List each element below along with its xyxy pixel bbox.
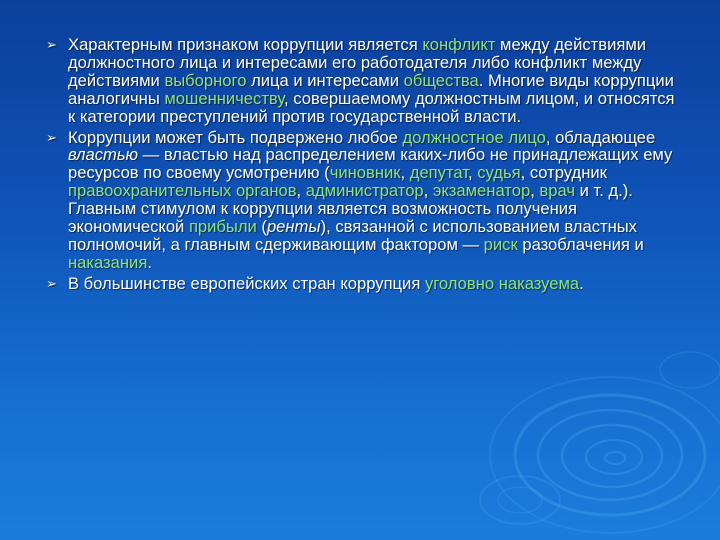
body-text: , (468, 163, 478, 183)
term-link[interactable]: конфликт (422, 35, 496, 54)
body-text: , (530, 181, 540, 201)
body-text: лица и интересами (246, 70, 404, 90)
term-link[interactable]: депутат (409, 163, 468, 183)
body-text: — властью над распределением каких-либо не принадлежащих ему ресурсов по своему усмотрению ( (68, 145, 673, 183)
body-text: , сотрудник (520, 163, 607, 183)
body-text: ( (256, 217, 267, 237)
body-text: и т. д.). Главным стимулом к коррупции является возможность получения экономической (68, 181, 633, 237)
term-link[interactable]: мошенничеству (164, 88, 285, 108)
term-link[interactable]: администратор (305, 181, 424, 201)
body-text: ), связанной с использованием властных полномочий, а главным сдерживающим фактором — (68, 217, 637, 254)
arrowhead-bullet-icon: ➢ (46, 37, 57, 52)
body-text: В большинстве европейских стран коррупция (68, 273, 425, 293)
body-text: . (579, 273, 584, 293)
term-link[interactable]: врач (539, 181, 575, 201)
bullet-item (46, 36, 686, 126)
arrowhead-bullet-icon: ➢ (46, 129, 57, 145)
body-text: . Многие виды коррупции аналогичны (68, 70, 674, 108)
term-link[interactable]: прибыли (188, 217, 257, 237)
term-link[interactable]: общества (403, 70, 479, 90)
emphasized-text: ренты (266, 217, 321, 237)
term-link[interactable]: чиновник (329, 163, 401, 183)
slide-bullet-list (46, 36, 686, 296)
body-text: разоблачения и (517, 234, 644, 254)
bullet-item (46, 275, 686, 293)
term-link[interactable]: судья (477, 163, 521, 183)
term-link[interactable]: должностное лицо (402, 127, 546, 147)
body-text: , совершаемому должностным лицом, и относятся к категории преступлений против государственной власти. (68, 88, 675, 126)
emphasized-text: властью (68, 145, 139, 165)
term-link[interactable]: риск (483, 234, 518, 254)
body-text: , обладающее (545, 127, 656, 147)
body-text: Характерным признаком коррупции является (68, 35, 423, 54)
body-text: , (296, 181, 306, 201)
term-link[interactable]: правоохранительных органов (68, 181, 297, 201)
body-text: . (147, 252, 152, 272)
arrowhead-bullet-icon: ➢ (46, 275, 57, 291)
bullet-item (46, 129, 686, 272)
body-text: между действиями должностного лица и интересами его работодателя либо конфликт между действиями (68, 35, 647, 90)
body-text: , (423, 181, 433, 201)
term-link[interactable]: экзаменатор (432, 181, 531, 201)
term-link[interactable]: уголовно наказуема (424, 273, 580, 293)
body-text: Коррупции может быть подвержено любое (68, 127, 403, 147)
body-text: , (400, 163, 410, 183)
term-link[interactable]: наказания (68, 252, 148, 272)
term-link[interactable]: выборного (164, 70, 247, 90)
